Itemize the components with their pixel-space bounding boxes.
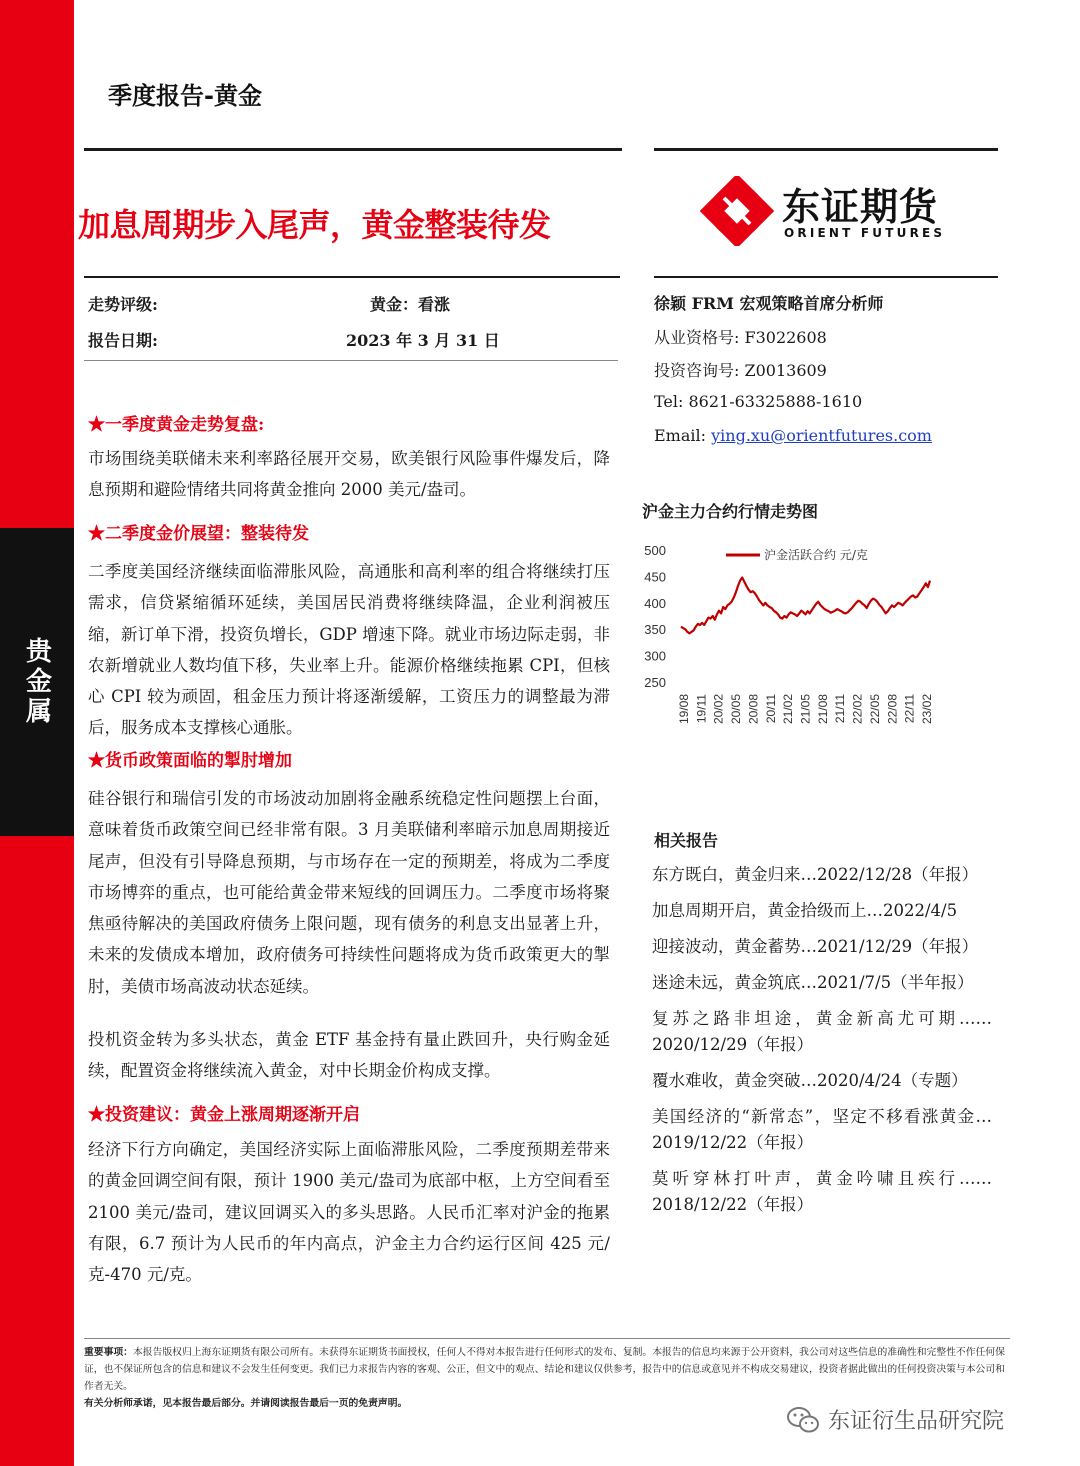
date-label: 报告日期: (88, 331, 158, 350)
section-paragraph: 市场围绕美联储未来利率路径展开交易，欧美银行风险事件爆发后，降息预期和避险情绪共同将黄金推向 2000 美元/盎司。 (88, 449, 610, 500)
related-report-item[interactable]: 莫听穿林打叶声，黄金吟啸且疾行……2018/12/22（年报） (652, 1169, 992, 1214)
y-tick-label: 300 (644, 648, 666, 664)
series-line (681, 578, 930, 634)
y-tick-label: 250 (644, 675, 666, 690)
analyst-tel: Tel: 8621-63325888-1610 (654, 392, 863, 411)
report-type: 季度报告-黄金 (108, 82, 262, 110)
disclaimer-bold-line: 有关分析师承诺，见本报告最后部分。并请阅读报告最后一页的免责声明。 (84, 1398, 408, 1409)
x-tick-label: 21/05 (798, 694, 813, 725)
related-report-item[interactable]: 复苏之路非坦途，黄金新高尤可期……2020/12/29（年报） (652, 1009, 992, 1054)
y-tick-label: 350 (644, 622, 666, 638)
related-report-item[interactable]: 美国经济的“新常态”，坚定不移看涨黄金…2019/12/22（年报） (652, 1107, 992, 1152)
x-tick-label: 19/11 (694, 694, 709, 724)
x-tick-label: 19/08 (677, 694, 691, 725)
divider-footer (84, 1338, 1010, 1339)
section-title-q1-review: ★一季度黄金走势复盘: (88, 415, 265, 435)
x-tick-label: 22/08 (885, 694, 900, 725)
divider-meta-bottom (84, 360, 618, 361)
watermark-text: 东证衍生品研究院 (828, 1409, 1005, 1434)
gold-price-chart (636, 534, 936, 734)
x-tick-label: 22/11 (902, 694, 917, 724)
section-paragraph: 经济下行方向确定，美国经济实际上面临滞胀风险，二季度预期差带来的黄金回调空间有限，预计 1900 美元/盎司为底部中枢，上方空间看至 2100 美元/盎司，建议回调买入的多头思路。人民币汇率对沪金的拖累有限，6.7 预计为人民币的年内高点，沪金主力合约运行区间 425 元/克-470 元/克。 (88, 1140, 610, 1285)
analyst-email-link[interactable]: ying.xu@orientfutures.com (711, 426, 932, 445)
date-value: 2023 年 3 月 31 日 (346, 331, 500, 350)
x-tick-label: 22/02 (850, 694, 865, 725)
related-report-item[interactable]: 迎接波动，黄金蓄势…2021/12/29（年报） (652, 937, 979, 956)
section-paragraph: 投机资金转为多头状态，黄金 ETF 基金持有量止跌回升，央行购金延续，配置资金将继续流入黄金，对中长期金价构成支撑。 (88, 1030, 610, 1081)
x-tick-label: 21/02 (781, 694, 796, 725)
x-tick-label: 21/08 (815, 694, 830, 725)
email-label: Email: (654, 426, 712, 445)
watermark (786, 1404, 1004, 1435)
divider-top-left (84, 148, 622, 151)
related-report-item[interactable]: 覆水难收，黄金突破…2020/4/24（专题） (652, 1071, 968, 1090)
divider-top-right (654, 148, 998, 151)
divider-mid-left (84, 276, 620, 278)
section-title-q2-outlook: ★二季度金价展望：整装待发 (88, 524, 309, 544)
x-tick-label: 22/05 (867, 694, 882, 725)
x-tick-label: 20/08 (746, 694, 761, 725)
legend-label: 沪金活跃合约 元/克 (764, 548, 868, 562)
section-paragraph: 硅谷银行和瑞信引发的市场波动加剧将金融系统稳定性问题摆上台面，意味着货币政策空间已经非常有限。3 月美联储利率暗示加息周期接近尾声，但没有引导降息预期，与市场存在一定的预期差，将成为二季度市场博弈的重点，也可能给黄金带来短线的回调压力。二季度市场将聚焦亟待解决的美国政府债务上限问题，现有债务的利息支出显著上升，未来的发债成本增加，政府债务可持续性问题将成为货币政策更大的掣肘，美债市场高波动状态延续。 (88, 789, 610, 996)
brand-logo (700, 176, 946, 246)
related-report-item[interactable]: 东方既白，黄金归来…2022/12/28（年报） (652, 865, 979, 884)
orient-futures-logo-icon (700, 176, 778, 246)
analyst-consulting: 投资咨询号: Z0013609 (654, 361, 827, 380)
analyst-email-row (654, 426, 932, 445)
divider-mid-right (654, 276, 998, 278)
y-tick-label: 450 (644, 569, 666, 585)
x-tick-label: 21/11 (833, 694, 848, 724)
x-tick-label: 20/11 (763, 694, 778, 724)
y-tick-label: 400 (644, 595, 666, 611)
y-tick-label: 500 (644, 543, 666, 558)
related-report-item[interactable]: 迷途未远，黄金筑底…2021/7/5（半年报） (652, 973, 974, 992)
related-reports-title: 相关报告 (654, 831, 719, 850)
rating-label: 走势评级: (88, 295, 158, 314)
brand-name-cn: 东证期货 (782, 185, 939, 229)
disclaimer (84, 1344, 1014, 1412)
chart-canvas (636, 534, 936, 734)
analyst-name: 徐颖 FRM 宏观策略首席分析师 (654, 294, 884, 313)
analyst-qualification: 从业资格号: F3022608 (654, 328, 827, 347)
headline: 加息周期步入尾声，黄金整装待发 (78, 206, 551, 244)
x-tick-label: 20/05 (729, 694, 744, 725)
brand-name-en: ORIENT FUTURES (784, 226, 946, 240)
disclaimer-label: 重要事项： (84, 1347, 133, 1358)
rating-value: 黄金：看涨 (370, 295, 451, 314)
x-tick-label: 20/02 (711, 694, 726, 725)
category-tab (0, 528, 74, 836)
section-title-monetary-policy: ★货币政策面临的掣肘增加 (88, 751, 292, 771)
section-title-investment-advice: ★投资建议：黄金上涨周期逐渐开启 (88, 1105, 360, 1125)
chart-title: 沪金主力合约行情走势图 (642, 502, 819, 521)
disclaimer-text: 本报告版权归上海东证期货有限公司所有。未获得东证期货书面授权，任何人不得对本报告进行任何形式的发布、复制。本报告的信息均来源于公开资料，我公司对这些信息的准确性和完整性不作任何保证，也不保证所包含的信息和建议不会发生任何变更。我们已力求报告内容的客观、公正，但文中的观点、结论和建议仅供参考，报告中的信息或意见并不构成交易建议，投资者据此做出的任何投资决策与本公司和作者无关。 (84, 1347, 1005, 1392)
x-tick-label: 23/02 (920, 694, 934, 725)
category-label: 贵金属 (21, 637, 52, 727)
section-paragraph: 二季度美国经济继续面临滞胀风险，高通胀和高利率的组合将继续打压需求，信贷紧缩循环延续，美国居民消费将继续降温，企业利润被压缩，新订单下滑，投资负增长，GDP 增速下降。就业市场边际走弱，非农新增就业人数均值下移，失业率上升。能源价格继续拖累 CPI，但核心 CPI 较为顽固，租金压力预计将逐渐缓解，工资压力的调整最为滞后，服务成本支撑核心通胀。 (88, 562, 610, 738)
related-report-item[interactable]: 加息周期开启，黄金拾级而上…2022/4/5 (652, 901, 958, 920)
wechat-icon (786, 1406, 820, 1434)
